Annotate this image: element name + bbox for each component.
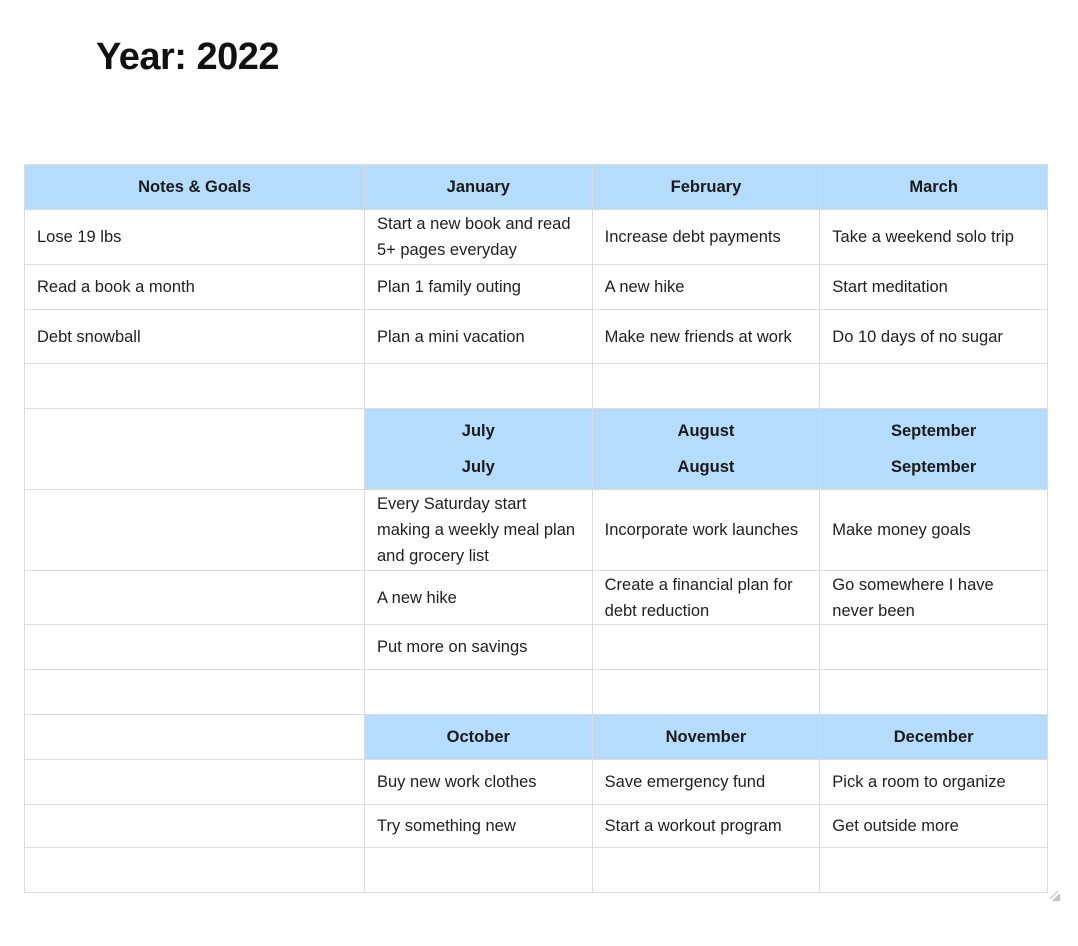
table-row bbox=[25, 364, 1048, 409]
table-row bbox=[25, 848, 1048, 893]
table-cell[interactable]: Pick a room to organize bbox=[820, 760, 1048, 805]
table-cell[interactable]: Buy new work clothes bbox=[364, 760, 592, 805]
table-cell[interactable] bbox=[592, 848, 820, 893]
header-label: July bbox=[461, 422, 495, 440]
table-cell[interactable]: Debt snowball bbox=[25, 310, 365, 364]
table-row bbox=[25, 571, 1048, 625]
header-month[interactable] bbox=[364, 409, 592, 490]
header-label: August bbox=[677, 458, 735, 476]
header-label: July bbox=[461, 458, 495, 476]
table-cell[interactable] bbox=[364, 364, 592, 409]
table-row bbox=[25, 490, 1048, 571]
table-cell[interactable] bbox=[25, 805, 365, 848]
header-month[interactable]: January bbox=[364, 165, 592, 210]
table-cell[interactable]: Read a book a month bbox=[25, 265, 365, 310]
resize-corner-icon[interactable] bbox=[1048, 890, 1062, 904]
header-row bbox=[25, 715, 1048, 760]
table-row bbox=[25, 625, 1048, 670]
header-notes-goals[interactable]: Notes & Goals bbox=[25, 165, 365, 210]
header-month[interactable]: October bbox=[364, 715, 592, 760]
table-cell[interactable] bbox=[25, 625, 365, 670]
table-row bbox=[25, 265, 1048, 310]
header-row bbox=[25, 165, 1048, 210]
table-cell[interactable]: Get outside more bbox=[820, 805, 1048, 848]
table-cell[interactable]: Plan a mini vacation bbox=[364, 310, 592, 364]
page-title: Year: 2022 bbox=[96, 36, 280, 78]
table-cell[interactable] bbox=[25, 571, 365, 625]
table-row bbox=[25, 670, 1048, 715]
table-cell[interactable] bbox=[364, 848, 592, 893]
table-cell[interactable] bbox=[25, 364, 365, 409]
header-month[interactable]: December bbox=[820, 715, 1048, 760]
table-row bbox=[25, 210, 1048, 265]
table-cell[interactable]: Incorporate work launches bbox=[592, 490, 820, 571]
resize-corner-icon bbox=[1049, 890, 1061, 902]
table-cell[interactable] bbox=[25, 848, 365, 893]
table-cell[interactable]: Every Saturday start making a weekly meal plan and grocery list bbox=[364, 490, 592, 571]
table-cell[interactable] bbox=[25, 490, 365, 571]
header-month[interactable]: March bbox=[820, 165, 1048, 210]
table-cell[interactable]: Start meditation bbox=[820, 265, 1048, 310]
table-cell[interactable]: Start a new book and read 5+ pages everyday bbox=[364, 210, 592, 265]
table-cell[interactable]: Make new friends at work bbox=[592, 310, 820, 364]
header-month[interactable]: February bbox=[592, 165, 820, 210]
table-row bbox=[25, 310, 1048, 364]
table-cell[interactable] bbox=[592, 625, 820, 670]
header-row bbox=[25, 409, 1048, 490]
header-label: August bbox=[677, 422, 735, 440]
table-cell[interactable] bbox=[25, 715, 365, 760]
table-row bbox=[25, 760, 1048, 805]
table-cell[interactable] bbox=[25, 409, 365, 490]
table-cell[interactable]: Start a workout program bbox=[592, 805, 820, 848]
table-cell[interactable]: Plan 1 family outing bbox=[364, 265, 592, 310]
table-cell[interactable]: A new hike bbox=[364, 571, 592, 625]
table-cell[interactable] bbox=[820, 670, 1048, 715]
table-row bbox=[25, 805, 1048, 848]
table-cell[interactable] bbox=[592, 670, 820, 715]
table-cell[interactable] bbox=[820, 848, 1048, 893]
goals-table bbox=[24, 164, 1048, 893]
table-cell[interactable]: Put more on savings bbox=[364, 625, 592, 670]
header-label: September bbox=[891, 422, 977, 440]
table-cell[interactable] bbox=[25, 670, 365, 715]
table-cell[interactable] bbox=[820, 625, 1048, 670]
header-month[interactable] bbox=[820, 409, 1048, 490]
header-month[interactable] bbox=[592, 409, 820, 490]
table-cell[interactable] bbox=[364, 670, 592, 715]
table-cell[interactable]: A new hike bbox=[592, 265, 820, 310]
table-cell[interactable]: Lose 19 lbs bbox=[25, 210, 365, 265]
table-cell[interactable]: Save emergency fund bbox=[592, 760, 820, 805]
table-cell[interactable] bbox=[25, 760, 365, 805]
header-month[interactable]: November bbox=[592, 715, 820, 760]
table-cell[interactable] bbox=[820, 364, 1048, 409]
table-cell[interactable]: Do 10 days of no sugar bbox=[820, 310, 1048, 364]
table-cell[interactable]: Increase debt payments bbox=[592, 210, 820, 265]
table-cell[interactable]: Take a weekend solo trip bbox=[820, 210, 1048, 265]
table-cell[interactable] bbox=[592, 364, 820, 409]
table-cell[interactable]: Make money goals bbox=[820, 490, 1048, 571]
header-label: September bbox=[891, 458, 977, 476]
table-cell[interactable]: Go somewhere I have never been bbox=[820, 571, 1048, 625]
table-cell[interactable]: Create a financial plan for debt reduction bbox=[592, 571, 820, 625]
table-cell[interactable]: Try something new bbox=[364, 805, 592, 848]
